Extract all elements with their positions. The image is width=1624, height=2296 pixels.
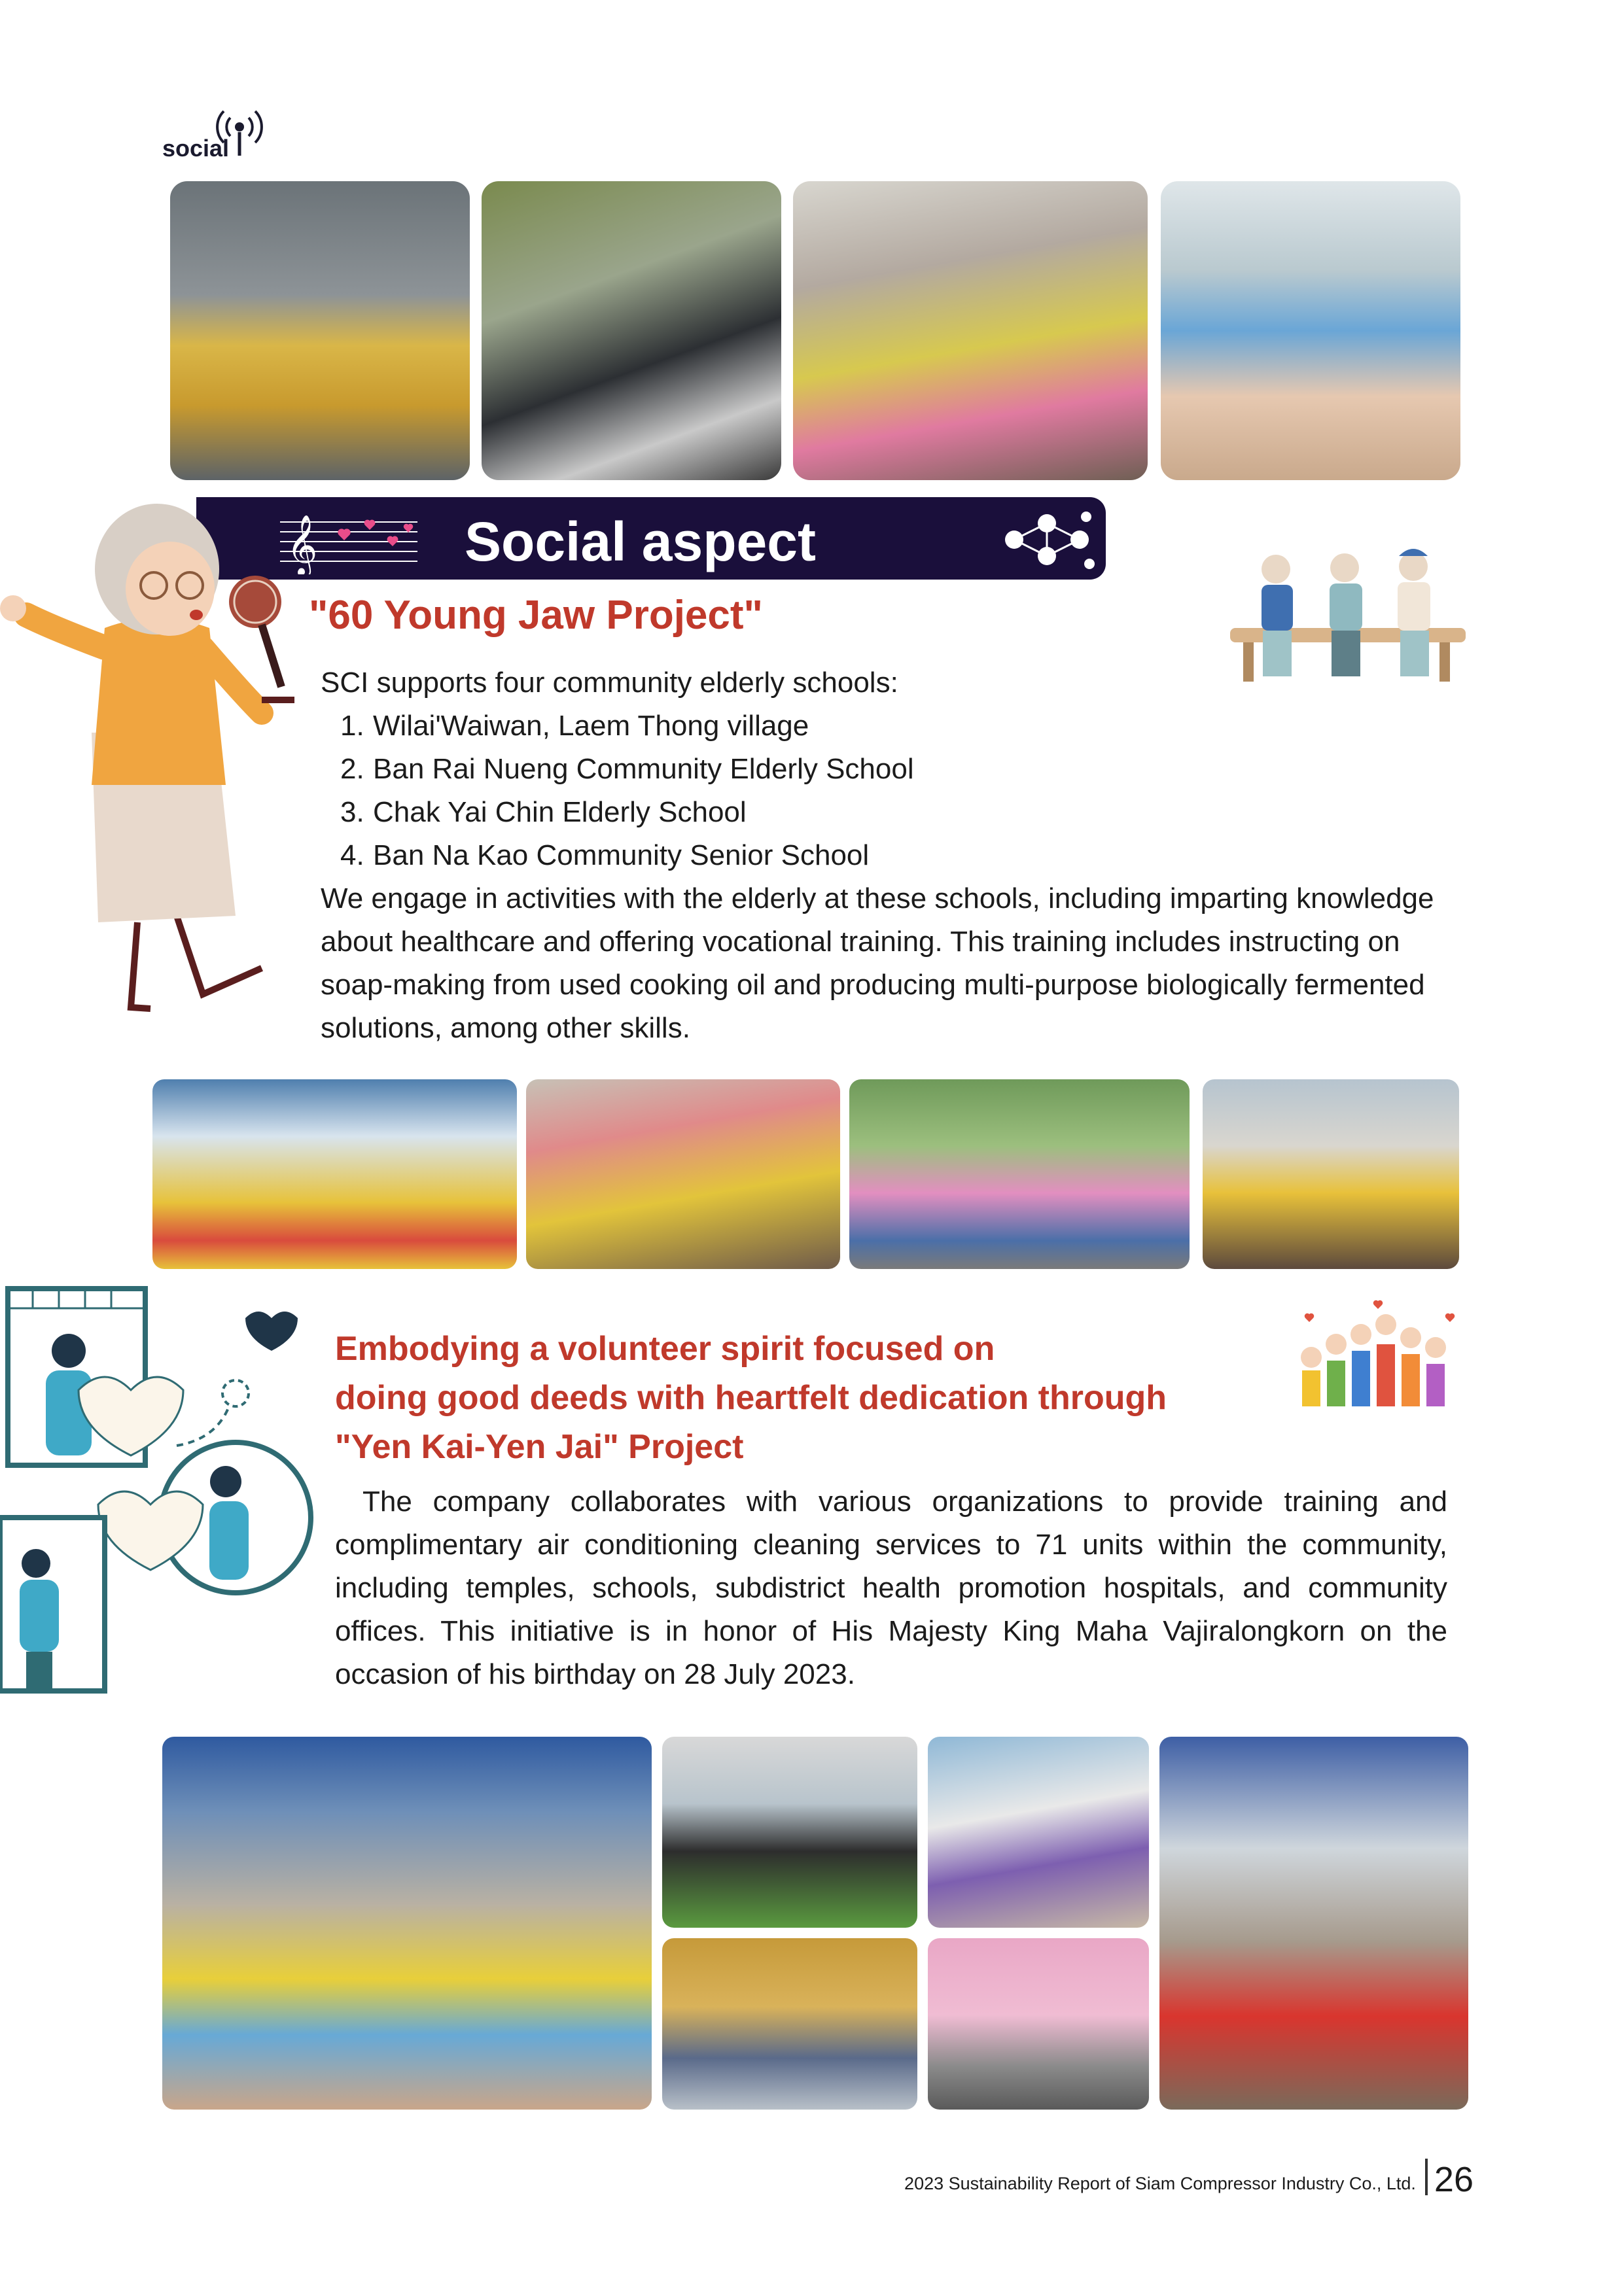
photo-elderly-school-event bbox=[152, 1079, 517, 1269]
project1-title: "60 Young Jaw Project" bbox=[309, 593, 763, 638]
project2-title-line: Embodying a volunteer spirit focused on bbox=[335, 1330, 995, 1368]
project2-title-line: doing good deeds with heartfelt dedication through bbox=[335, 1379, 1167, 1417]
project2-title-line: "Yen Kai-Yen Jai" Project bbox=[335, 1428, 744, 1466]
photo-ac-cleaning-outdoor bbox=[928, 1737, 1149, 1928]
svg-text:𝄞: 𝄞 bbox=[287, 514, 318, 574]
photo-soap-making bbox=[526, 1079, 840, 1269]
project2-title bbox=[335, 1325, 1167, 1472]
photo-ac-team-indoor bbox=[662, 1938, 917, 2110]
schools-list bbox=[340, 704, 914, 877]
photo-basket-display bbox=[1161, 181, 1460, 480]
page-number: 26 bbox=[1434, 2160, 1474, 2199]
elderly-group-illustration bbox=[1230, 543, 1466, 687]
photo-ac-cleaning-pink-wall bbox=[928, 1938, 1149, 2110]
photo-ac-cleaning-office bbox=[1159, 1737, 1468, 2110]
network-icon bbox=[995, 504, 1099, 576]
elderly-singer-illustration bbox=[0, 497, 308, 1020]
list-item: 2. Ban Rai Nueng Community Elderly School bbox=[340, 753, 914, 785]
list-item: 4. Ban Na Kao Community Senior School bbox=[340, 839, 870, 871]
photo-vocational-training bbox=[1203, 1079, 1459, 1269]
photo-volunteer-team bbox=[662, 1737, 917, 1928]
project2-description: The company collaborates with various organizations to provide training and complimentary air conditioning cleaning services to 71 units within the community, including temples, schools, subdistrict health promotion hospitals, and community offices. This initiative is in honor of His Majesty King Maha Vajiralongkorn on the occasion of his birthday on 28 July 2023. bbox=[335, 1486, 1447, 1690]
signal-icon bbox=[213, 105, 266, 157]
photo-waste-sorting bbox=[482, 181, 781, 480]
photo-health-check bbox=[849, 1079, 1190, 1269]
volunteer-hearts-illustration bbox=[0, 1282, 327, 1694]
list-item: 1. Wilai'Waiwan, Laem Thong village bbox=[340, 710, 809, 742]
report-title: 2023 Sustainability Report of Siam Compressor Industry Co., Ltd. bbox=[904, 2174, 1416, 2193]
list-item: 3. Chak Yai Chin Elderly School bbox=[340, 796, 747, 828]
project1-intro: SCI supports four community elderly schools: bbox=[321, 667, 898, 699]
photo-warehouse-pallets bbox=[170, 181, 470, 480]
footer-divider bbox=[1425, 2159, 1428, 2195]
project1-description: We engage in activities with the elderly at these schools, including imparting knowledge about healthcare and offering vocational training. This training includes instructing on soap-making from used cooking oil and producing multi-purpose biologically fermented solutions, among other skills. bbox=[321, 882, 1434, 1044]
section-label: social bbox=[162, 135, 230, 162]
section-title: Social aspect bbox=[465, 511, 816, 572]
footer bbox=[904, 2159, 1474, 2199]
photo-basket-weaving-workshop bbox=[793, 181, 1148, 480]
photo-temple-group bbox=[162, 1737, 652, 2110]
raised-hands-icon bbox=[1296, 1298, 1466, 1410]
